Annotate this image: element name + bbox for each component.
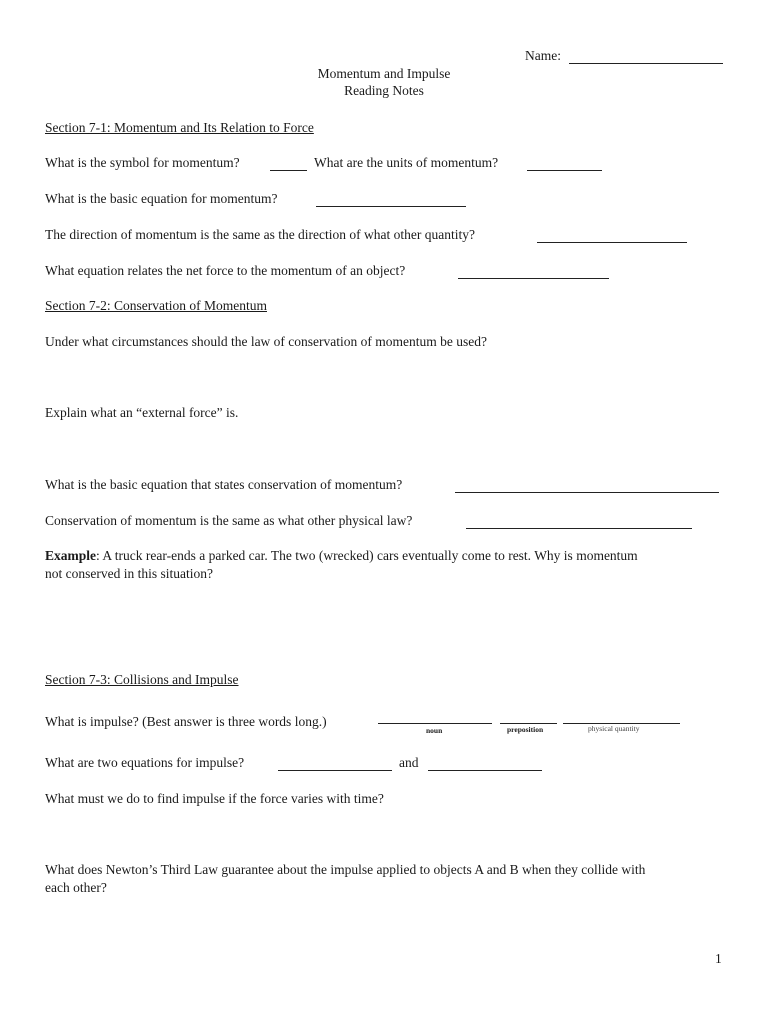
question-external-force: Explain what an “external force” is. <box>45 405 239 420</box>
answer-momentum-symbol[interactable] <box>270 170 307 171</box>
answer-momentum-units[interactable] <box>527 170 602 171</box>
section-7-3-heading: Section 7-3: Collisions and Impulse <box>45 672 239 687</box>
answer-impulse-noun[interactable] <box>378 723 492 724</box>
name-field[interactable] <box>569 63 723 64</box>
question-conservation-law: Conservation of momentum is the same as what other physical law? <box>45 513 413 528</box>
example-label: Example <box>45 548 97 563</box>
question-momentum-units: What are the units of momentum? <box>314 155 499 170</box>
answer-conservation-equation[interactable] <box>455 492 719 493</box>
page-subtitle: Reading Notes <box>344 83 424 98</box>
example-line-1 <box>45 548 638 564</box>
question-third-law-line-2: each other? <box>45 880 107 895</box>
example-text: : A truck rear-ends a parked car. The two (wrecked) cars eventually come to rest. Why is momentum <box>96 548 638 563</box>
answer-impulse-equation-1[interactable] <box>278 770 392 771</box>
answer-net-force-equation[interactable] <box>458 278 609 279</box>
answer-momentum-equation[interactable] <box>316 206 466 207</box>
hint-preposition: preposition <box>507 725 544 734</box>
answer-conservation-law[interactable] <box>466 528 692 529</box>
section-7-1-heading: Section 7-1: Momentum and Its Relation to Force <box>45 120 314 135</box>
name-label: Name: <box>525 48 561 63</box>
question-impulse-equations: What are two equations for impulse? <box>45 755 245 770</box>
answer-momentum-direction[interactable] <box>537 242 687 243</box>
question-third-law-line-1: What does Newton’s Third Law guarantee about the impulse applied to objects A and B when they collide with <box>45 862 646 877</box>
question-momentum-symbol: What is the symbol for momentum? <box>45 155 240 170</box>
question-conservation-equation: What is the basic equation that states conservation of momentum? <box>45 477 403 492</box>
answer-impulse-equation-2[interactable] <box>428 770 542 771</box>
question-impulse-definition: What is impulse? (Best answer is three words long.) <box>45 714 327 729</box>
hint-physical-quantity: physical quantity <box>588 724 640 733</box>
question-net-force-equation: What equation relates the net force to the momentum of an object? <box>45 263 406 278</box>
hint-noun: noun <box>426 726 443 735</box>
section-7-2-heading: Section 7-2: Conservation of Momentum <box>45 298 267 313</box>
example-line-2: not conserved in this situation? <box>45 566 213 581</box>
question-varying-force: What must we do to find impulse if the force varies with time? <box>45 791 384 806</box>
question-momentum-equation: What is the basic equation for momentum? <box>45 191 278 206</box>
question-momentum-direction: The direction of momentum is the same as the direction of what other quantity? <box>45 227 476 242</box>
page-title: Momentum and Impulse <box>317 66 451 81</box>
question-conservation-circumstances: Under what circumstances should the law of conservation of momentum be used? <box>45 334 487 349</box>
answer-impulse-preposition[interactable] <box>500 723 557 724</box>
and-label: and <box>399 755 419 770</box>
page-number: 1 <box>715 951 722 966</box>
